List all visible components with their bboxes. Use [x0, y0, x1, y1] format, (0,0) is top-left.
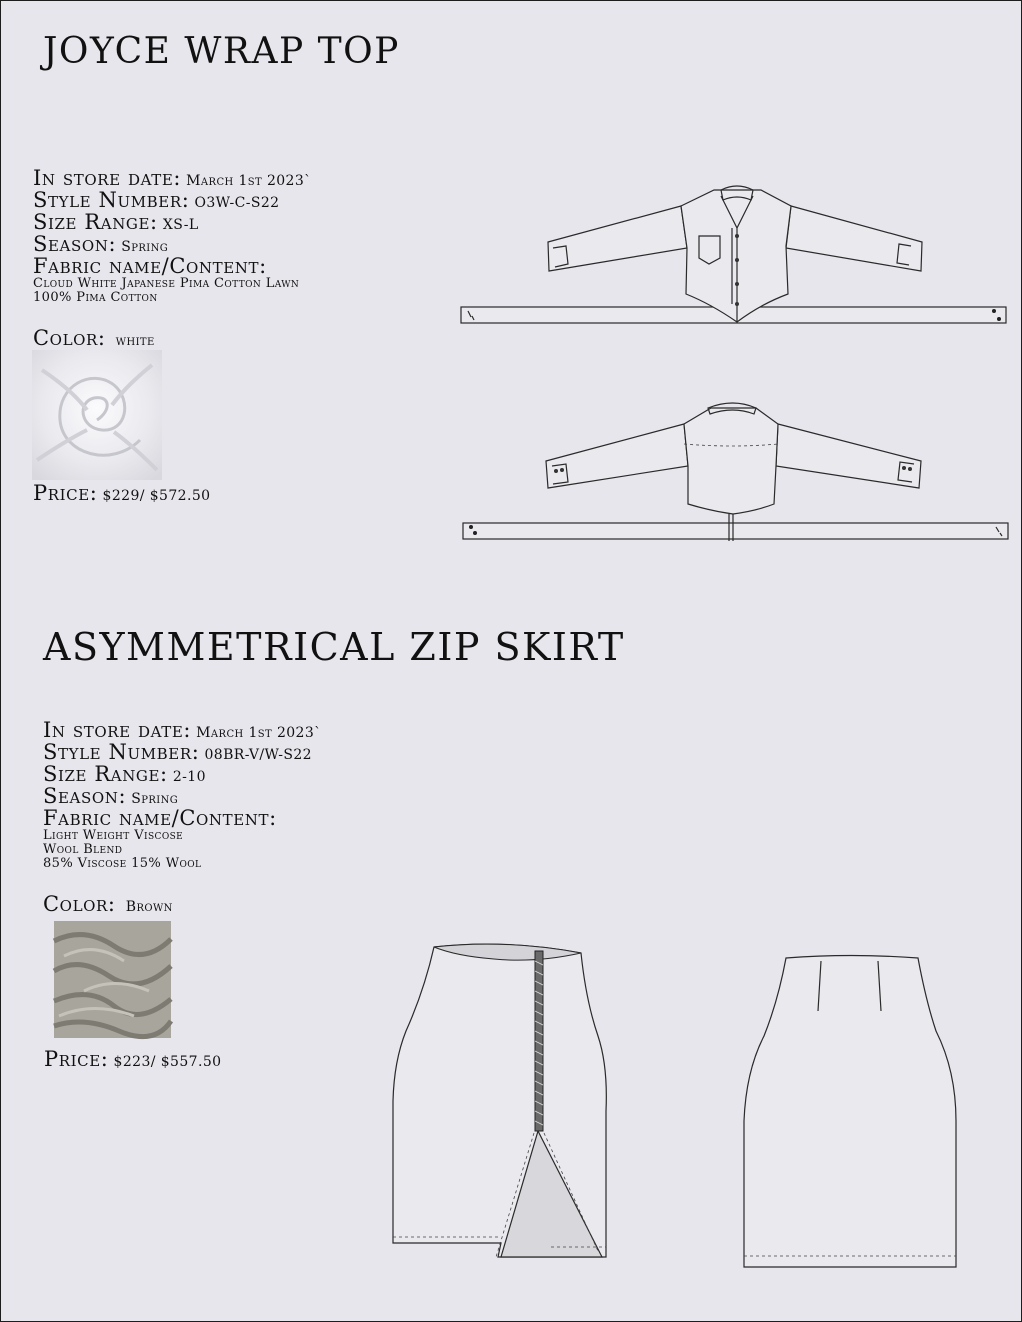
season-value: Spring	[121, 239, 169, 255]
style-number-label: Style Number:	[43, 740, 200, 764]
color-row	[43, 893, 173, 915]
fabric-swatch-white	[32, 350, 162, 480]
top-back-flat-sketch	[456, 396, 1016, 546]
season-label: Season:	[43, 784, 127, 808]
style-number-value: O3W-C-S22	[194, 195, 280, 211]
price-value: $229/ $572.50	[102, 488, 211, 504]
top-front-flat-sketch	[456, 176, 1016, 336]
fabric-label: Fabric name/Content:	[43, 806, 277, 830]
skirt-front-flat-sketch	[386, 941, 616, 1271]
price-value: $223/ $557.50	[113, 1054, 222, 1070]
fabric-line: 85% Viscose 15% Wool	[43, 856, 202, 871]
size-range-value: XS-L	[162, 217, 199, 233]
in-store-value: March 1st 2023`	[196, 725, 322, 741]
season-label: Season:	[33, 232, 117, 256]
in-store-label: In store date:	[43, 718, 192, 742]
price-label: Price:	[33, 481, 98, 505]
item-title: JOYCE WRAP TOP	[43, 31, 400, 72]
fabric-line: 100% Pima Cotton	[33, 290, 158, 305]
fabric-line: Light Weight Viscose	[43, 828, 184, 843]
fabric-swatch-brown	[54, 921, 171, 1038]
spec-block	[43, 719, 322, 871]
color-label: Color:	[43, 892, 116, 916]
season-value: Spring	[131, 791, 179, 807]
color-value: Brown	[125, 899, 173, 915]
style-number-value: 08BR-V/W-S22	[204, 747, 312, 763]
price-row	[33, 482, 210, 504]
size-range-label: Size Range:	[33, 210, 158, 234]
skirt-back-flat-sketch	[736, 951, 966, 1281]
size-range-label: Size Range:	[43, 762, 168, 786]
fabric-line: Cloud White Japanese Pima Cotton Lawn	[33, 276, 300, 291]
in-store-value: March 1st 2023`	[186, 173, 312, 189]
fabric-line: Wool Blend	[43, 842, 123, 857]
item-title: ASYMMETRICAL ZIP SKIRT	[43, 625, 625, 669]
color-value: white	[115, 333, 155, 349]
spec-block	[33, 167, 312, 305]
price-row	[44, 1048, 221, 1070]
color-label: Color:	[33, 326, 106, 350]
color-row	[33, 327, 155, 349]
style-number-label: Style Number:	[33, 188, 190, 212]
price-label: Price:	[44, 1047, 109, 1071]
size-range-value: 2-10	[172, 769, 206, 785]
in-store-label: In store date:	[33, 166, 182, 190]
fabric-label: Fabric name/Content:	[33, 254, 267, 278]
